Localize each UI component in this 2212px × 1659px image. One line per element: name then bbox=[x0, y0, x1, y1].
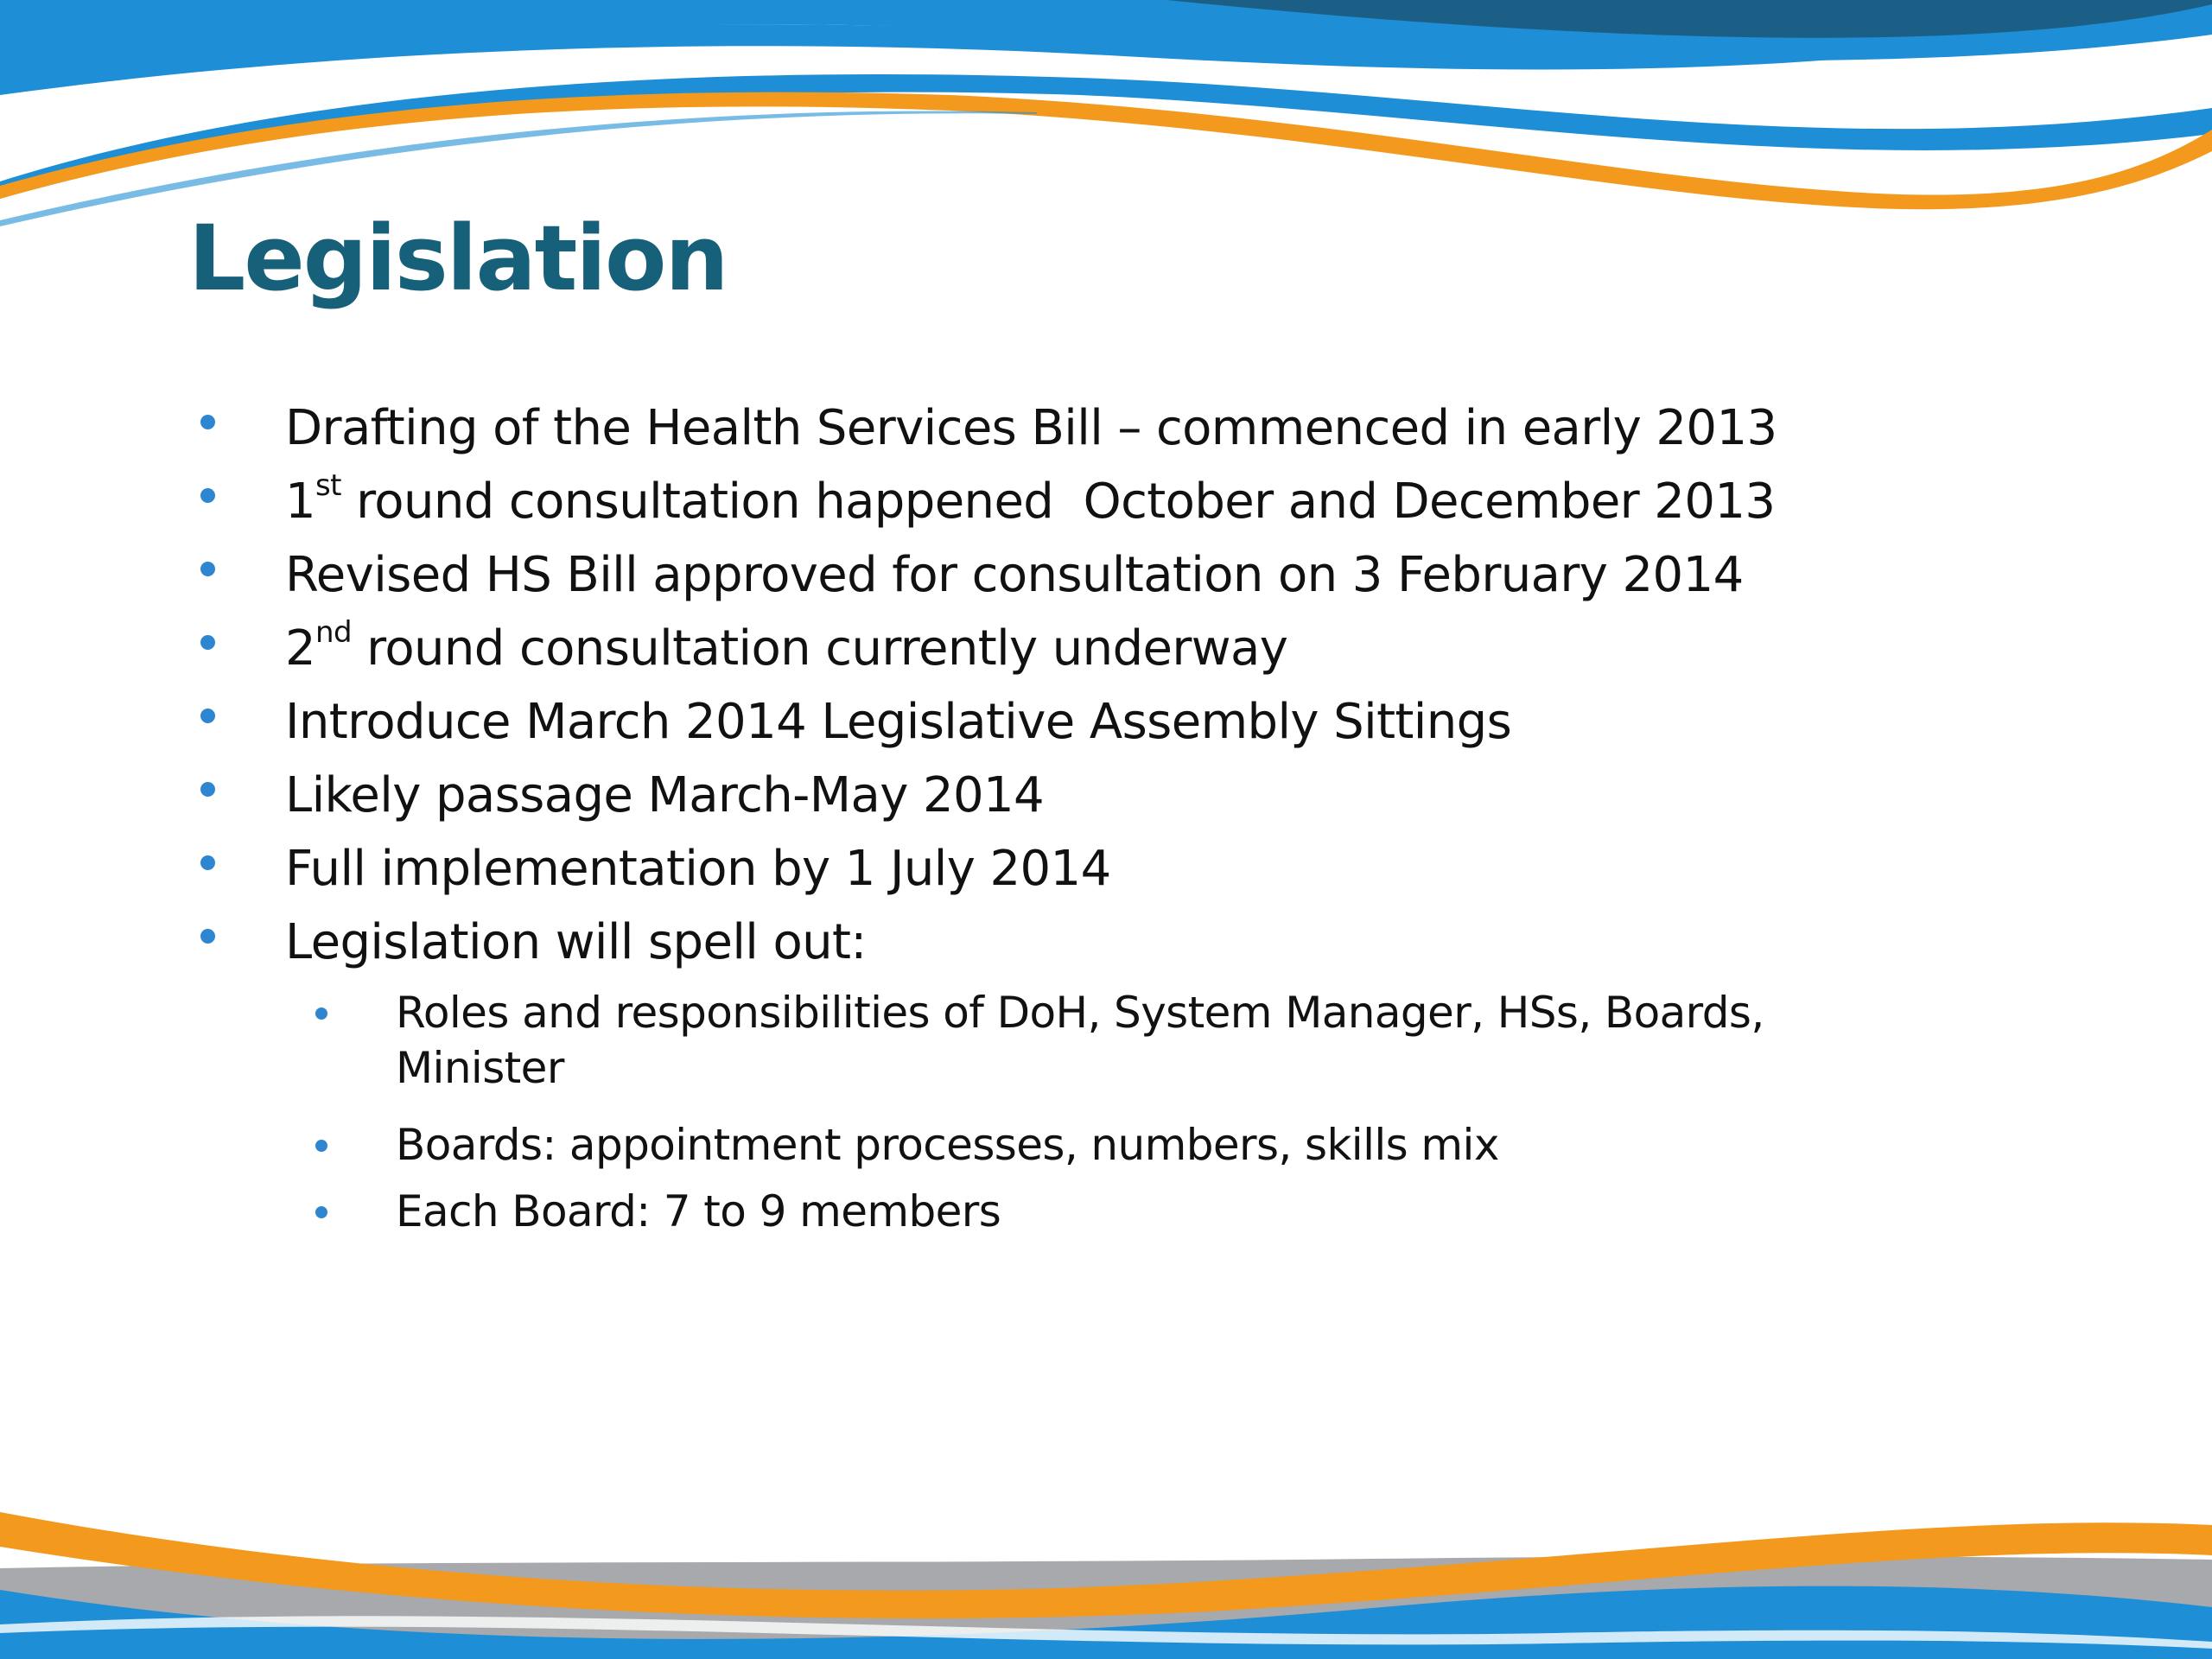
bullet-text: Likely passage March-May 2014 bbox=[285, 767, 1045, 823]
bullet-rest: round consultation happened October and December 2013 bbox=[340, 474, 1776, 530]
slide-title: Legislation bbox=[188, 206, 728, 311]
sub-bullet-list bbox=[0, 985, 2212, 1250]
bullet-dot-icon bbox=[200, 855, 215, 870]
top-wave-decoration bbox=[0, 0, 2212, 233]
sub-bullet-dot-icon bbox=[315, 1140, 327, 1152]
list-item bbox=[0, 544, 2212, 618]
bullet-text: Full implementation by 1 July 2014 bbox=[285, 841, 1111, 897]
sub-bullet-dot-icon bbox=[315, 1007, 327, 1020]
sub-bullet-line: Minister bbox=[396, 1043, 564, 1093]
bottom-wave-decoration bbox=[0, 1495, 2212, 1659]
list-item bbox=[0, 691, 2212, 765]
list-item bbox=[0, 468, 2212, 544]
bullet-list bbox=[0, 397, 2212, 985]
bullet-text: Drafting of the Health Services Bill – commenced in early 2013 bbox=[285, 400, 1777, 456]
list-item bbox=[0, 765, 2212, 838]
bullet-rest: round consultation currently underway bbox=[351, 620, 1288, 677]
bullet-dot-icon bbox=[200, 709, 215, 723]
bullet-text: Legislation will spell out: bbox=[285, 914, 867, 970]
sub-list-item bbox=[0, 985, 2212, 1117]
bullet-dot-icon bbox=[200, 635, 215, 650]
list-item bbox=[0, 397, 2212, 471]
list-item bbox=[0, 615, 2212, 691]
bullet-ordinal: 2 bbox=[285, 620, 316, 677]
sub-bullet-dot-icon bbox=[315, 1206, 327, 1218]
bullet-ordinal-suffix: nd bbox=[315, 615, 352, 651]
bullet-dot-icon bbox=[200, 488, 215, 503]
bullet-dot-icon bbox=[200, 562, 215, 576]
bullet-dot-icon bbox=[200, 415, 215, 429]
bullet-text bbox=[285, 468, 1776, 533]
list-item bbox=[0, 912, 2212, 985]
bullet-dot-icon bbox=[200, 929, 215, 944]
sub-bullet-line: Roles and responsibilities of DoH, System Manager, HSs, Boards, bbox=[396, 988, 1764, 1038]
sub-bullet-text: Each Board: 7 to 9 members bbox=[396, 1186, 1001, 1236]
sub-bullet-text bbox=[396, 985, 1764, 1096]
list-item bbox=[0, 838, 2212, 912]
bullet-text: Revised HS Bill approved for consultation on 3 February 2014 bbox=[285, 547, 1744, 603]
sub-list-item bbox=[0, 1117, 2212, 1184]
bullet-dot-icon bbox=[200, 782, 215, 797]
bullet-ordinal-suffix: st bbox=[315, 468, 341, 504]
sub-list-item bbox=[0, 1184, 2212, 1250]
bullet-ordinal: 1 bbox=[285, 474, 316, 530]
sub-bullet-text: Boards: appointment processes, numbers, skills mix bbox=[396, 1120, 1499, 1170]
bullet-text: Introduce March 2014 Legislative Assembly Sittings bbox=[285, 694, 1512, 750]
bullet-text bbox=[285, 615, 1288, 680]
